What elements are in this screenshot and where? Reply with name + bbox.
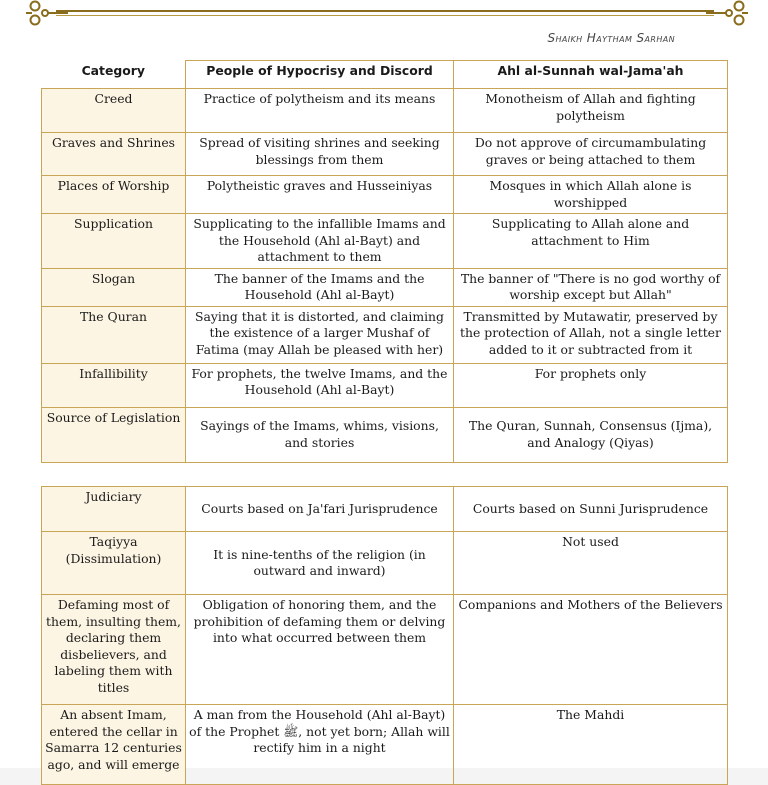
hypocrisy-cell: Courts based on Ja'fari Jurisprudence	[186, 487, 454, 532]
sunnah-cell: The banner of "There is no god worthy of worship except but Allah"	[454, 268, 728, 306]
hypocrisy-cell: Polytheistic graves and Husseiniyas	[186, 176, 454, 214]
table-row	[42, 133, 728, 176]
table-row	[42, 532, 728, 595]
sunnah-cell: For prophets only	[454, 363, 728, 407]
table-row	[42, 268, 728, 306]
comparison-table-1	[41, 60, 728, 463]
sunnah-cell: The Mahdi	[454, 705, 728, 785]
header-rule	[56, 10, 714, 12]
category-cell: Supplication	[42, 214, 186, 269]
hypocrisy-cell: Sayings of the Imams, whims, visions, and stories	[186, 407, 454, 462]
table-row	[42, 595, 728, 705]
hypocrisy-cell: Obligation of honoring them, and the prohibition of defaming them or delving into what occurred between them	[186, 595, 454, 705]
category-cell: Creed	[42, 89, 186, 133]
hypocrisy-cell: For prophets, the twelve Imams, and the Household (Ahl al-Bayt)	[186, 363, 454, 407]
comparison-table-2	[41, 486, 728, 785]
category-cell: Source of Legislation	[42, 407, 186, 462]
column-header-sunnah: Ahl al-Sunnah wal-Jama'ah	[454, 61, 728, 89]
table-row	[42, 89, 728, 133]
category-cell: The Quran	[42, 306, 186, 363]
table-row	[42, 363, 728, 407]
category-cell: Judiciary	[42, 487, 186, 532]
hypocrisy-cell: Saying that it is distorted, and claiming the existence of a larger Mushaf of Fatima (may Allah be pleased with her)	[186, 306, 454, 363]
category-cell: Slogan	[42, 268, 186, 306]
category-cell: An absent Imam, entered the cellar in Samarra 12 centuries ago, and will emerge	[42, 705, 186, 785]
category-cell: Graves and Shrines	[42, 133, 186, 176]
table-row	[42, 214, 728, 269]
sunnah-cell: Monotheism of Allah and fighting polytheism	[454, 89, 728, 133]
hypocrisy-cell: The banner of the Imams and the Household (Ahl al-Bayt)	[186, 268, 454, 306]
sunnah-cell: Supplicating to Allah alone and attachment to Him	[454, 214, 728, 269]
ornament-left-icon	[22, 0, 68, 26]
ornament-right-icon	[706, 0, 752, 26]
hypocrisy-cell: Supplicating to the infallible Imams and the Household (Ahl al-Bayt) and attachment to them	[186, 214, 454, 269]
category-cell: Infallibility	[42, 363, 186, 407]
table-row	[42, 705, 728, 785]
header-rule-thin	[56, 15, 714, 16]
hypocrisy-cell: It is nine-tenths of the religion (in outward and inward)	[186, 532, 454, 595]
column-header-category: Category	[42, 61, 186, 89]
author-name: Shaikh Haytham Sarhan	[547, 31, 675, 45]
sunnah-cell: Mosques in which Allah alone is worshipped	[454, 176, 728, 214]
table-row	[42, 487, 728, 532]
category-cell: Taqiyya (Dissimulation)	[42, 532, 186, 595]
table-row	[42, 176, 728, 214]
category-cell: Places of Worship	[42, 176, 186, 214]
sunnah-cell: Do not approve of circumambulating graves or being attached to them	[454, 133, 728, 176]
column-header-hypocrisy: People of Hypocrisy and Discord	[186, 61, 454, 89]
hypocrisy-cell: Practice of polytheism and its means	[186, 89, 454, 133]
sunnah-cell: The Quran, Sunnah, Consensus (Ijma), and Analogy (Qiyas)	[454, 407, 728, 462]
category-cell: Defaming most of them, insulting them, declaring them disbelievers, and labeling them with titles	[42, 595, 186, 705]
sunnah-cell: Courts based on Sunni Jurisprudence	[454, 487, 728, 532]
table-row	[42, 306, 728, 363]
sunnah-cell: Transmitted by Mutawatir, preserved by the protection of Allah, not a single letter added to it or subtracted from it	[454, 306, 728, 363]
sunnah-cell: Not used	[454, 532, 728, 595]
hypocrisy-cell: A man from the Household (Ahl al-Bayt) of the Prophet ﷺ, not yet born; Allah will rectify him in a night	[186, 705, 454, 785]
hypocrisy-cell: Spread of visiting shrines and seeking blessings from them	[186, 133, 454, 176]
table-row	[42, 407, 728, 462]
sunnah-cell: Companions and Mothers of the Believers	[454, 595, 728, 705]
